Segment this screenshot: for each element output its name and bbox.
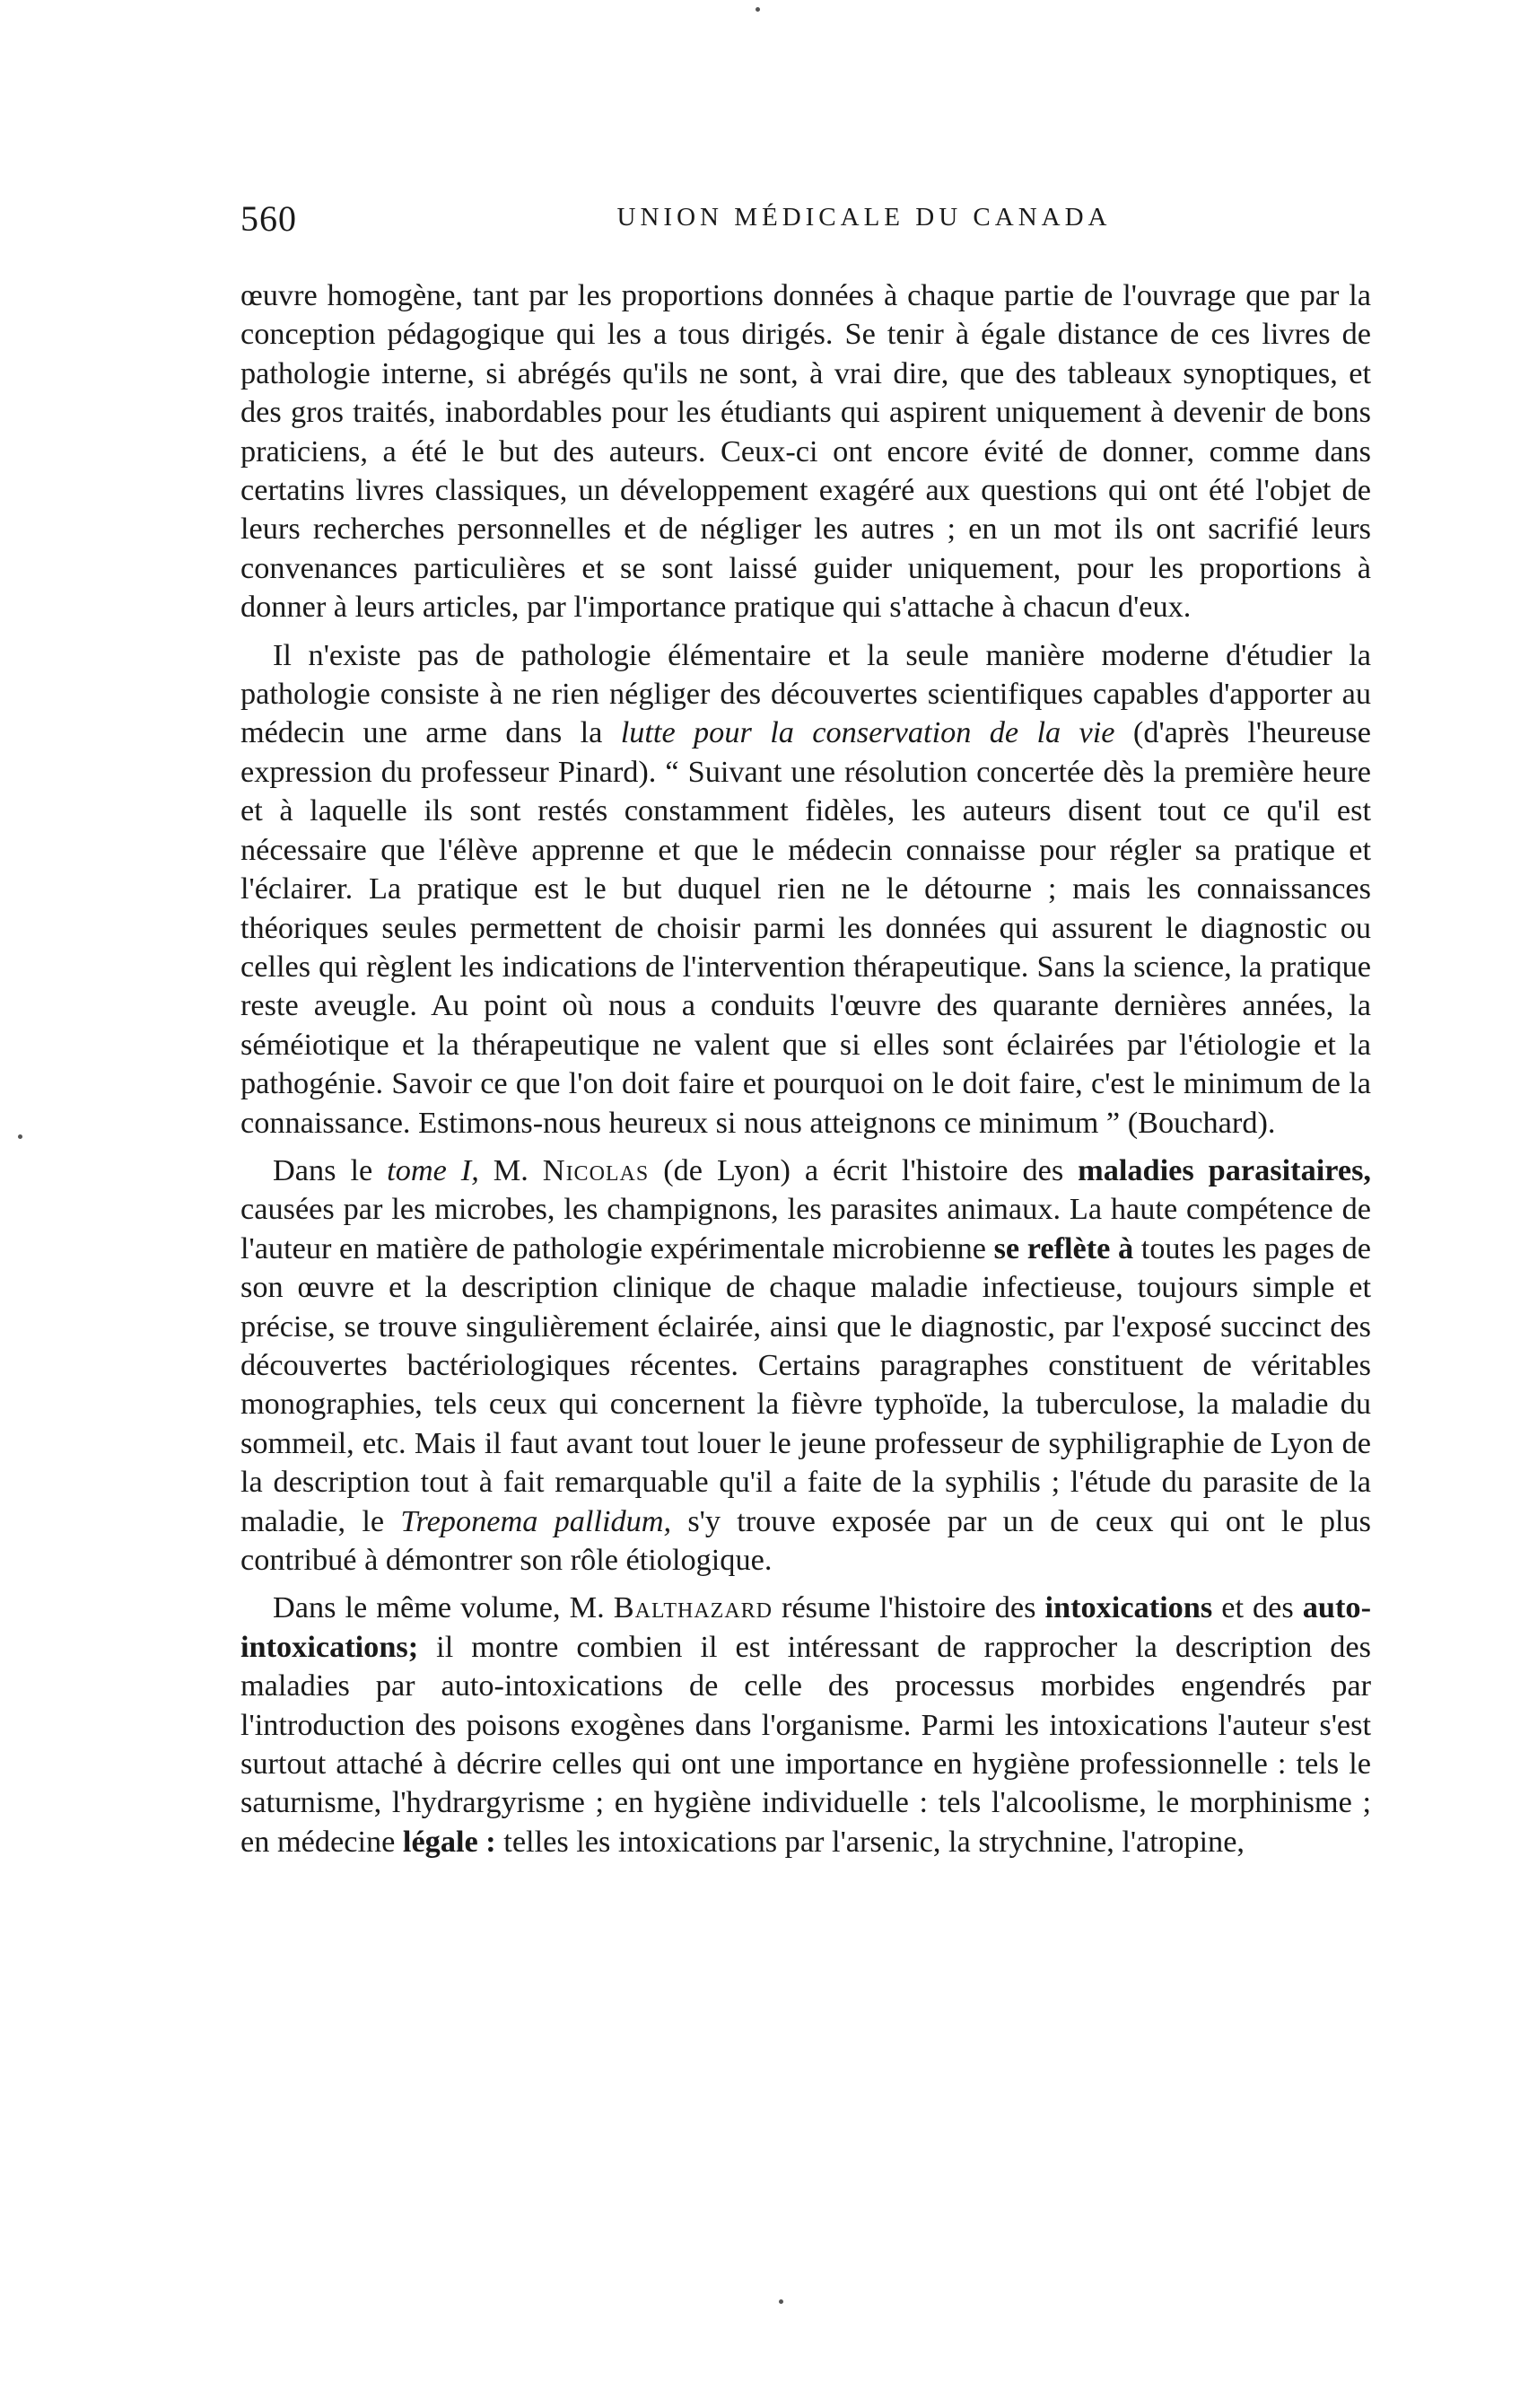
paragraph-text: toutes les pages de son œuvre et la description clinique de chaque maladie infectieuse, toujours simple et précise, se trouve singulièrement éclairée, ainsi que le diagnostic, par l'exposé succinct des découvertes bactériologiques récentes. Certains paragraphes constituent de véritables monographies, tels ceux qui concernent la fièvre typhoïde, la tuberculose, la maladie du sommeil, etc. Mais il faut avant tout louer le jeune professeur de syphiligraphie de Lyon de la description tout à fait remarquable qu'il a faite de la syphilis ; l'étude du parasite de la maladie, le — [240, 1230, 1372, 1538]
scan-speck — [756, 7, 760, 12]
running-title: UNION MÉDICALE DU CANADA — [616, 203, 1112, 232]
paragraph — [240, 636, 1371, 1143]
paragraph-text: résume l'histoire des — [773, 1590, 1045, 1625]
paragraph-text: Dans le même volume, M. — [273, 1590, 614, 1625]
paragraph-text: causées par les microbes, les champignons, les parasites animaux. La haute compétence de l'auteur en matière de pathologie expérimentale microbienne — [240, 1192, 1371, 1265]
page-header — [240, 197, 1371, 251]
page — [240, 197, 1371, 1861]
scan-speck — [18, 1134, 22, 1139]
scan-speck — [779, 2299, 783, 2304]
paragraph-text: œuvre homogène, tant par les proportions données à chaque partie de l'ouvrage que par la conception pédagogique qui les a tous dirigés. Se tenir à égale distance de ces livres de pathologie interne, si abrégés qu'ils ne sont, à vrai dire, que des tableaux synoptiques, et des gros traités, inabordables pour les étudiants qui aspirent uniquement à devenir de bons praticiens, a été le but des auteurs. Ceux-ci ont encore évité de donner, comme dans certatins livres classiques, un développement exagéré aux questions qui ont été l'objet de leurs recherches personnelles et de négliger les autres ; en un mot ils ont sacrifié leurs convenances particulières et se sont laissé guider uniquement, pour les proportions à donner à leurs articles, par l'importance pratique qui s'attache à chacun d'eux. — [240, 278, 1371, 625]
bold-term: intoxications — [1044, 1590, 1213, 1625]
paragraph-text: Dans le — [273, 1152, 388, 1187]
volume-reference: tome I, — [387, 1152, 479, 1187]
paragraph-text: il montre combien il est intéressant de rapprocher la description des maladies par auto-intoxications de celle des processus morbides engendrés par l'introduction des poisons exogènes dans l'organisme. Parmi les intoxications l'auteur s'est surtout attaché à décrire celles qui ont une importance en hygiène professionnelle : tels le saturnisme, l'hydrargyrisme ; en hygiène individuelle : tels l'alcoolisme, le morphinisme ; en médecine — [240, 1629, 1371, 1859]
author-name: Balthazard — [613, 1590, 773, 1625]
paragraph-text: et des — [1212, 1590, 1303, 1625]
author-name: Nicolas — [542, 1152, 650, 1187]
paragraph-text: (d'après l'heureuse expression du professeur Pinard). “ Suivant une résolution concertée dès la première heure et à laquelle ils sont restés constamment fidèles, les auteurs disent tout ce qu'il est nécessaire que l'élève apprenne et que le médecin connaisse pour régler sa pratique et l'éclairer. La pratique est le but duquel rien ne le détourne ; mais les connaissances théoriques seules permettent de choisir parmi les données qui assurent le diagnostic ou celles qui règlent les indications de l'intervention thérapeutique. Sans la science, la pratique reste aveugle. Au point où nous a conduits l'œuvre des quarante dernières années, la séméiotique et la thérapeutique ne valent que si elles sont éclairées par l'étiologie et la pathogénie. Savoir ce que l'on doit faire et pourquoi on le doit faire, c'est le minimum de la connaissance. Estimons-nous heureux si nous atteignons ce minimum ” (Bouchard). — [240, 715, 1371, 1140]
paragraph — [240, 276, 1371, 627]
paragraph-text: (de Lyon) a écrit l'histoire des — [649, 1152, 1079, 1187]
bold-term: maladies parasitaires, — [1078, 1152, 1372, 1187]
species-name: Treponema pallidum, — [400, 1503, 672, 1538]
bold-term: auto-intoxications; — [240, 1590, 1371, 1664]
bold-phrase: se reflète à — [993, 1230, 1134, 1265]
body-text — [240, 276, 1371, 1861]
paragraph — [240, 1589, 1371, 1861]
paragraph-text: M. — [478, 1152, 543, 1187]
paragraph — [240, 1151, 1371, 1580]
italic-phrase: lutte pour la conservation de la vie — [620, 715, 1115, 750]
paragraph-text: Il n'existe pas de pathologie élémentaire et la seule manière moderne d'étudier la pathologie consiste à ne rien négliger des découvertes scientifiques capables d'apporter au médecin une arme dans la — [240, 637, 1371, 750]
paragraph-text: s'y trouve exposée par un de ceux qui ont le plus contribué à démontrer son rôle étiologique. — [240, 1503, 1371, 1577]
page-number: 560 — [240, 198, 297, 239]
paragraph-text: telles les intoxications par l'arsenic, la strychnine, l'atropine, — [495, 1824, 1245, 1859]
bold-term: légale : — [402, 1824, 496, 1859]
